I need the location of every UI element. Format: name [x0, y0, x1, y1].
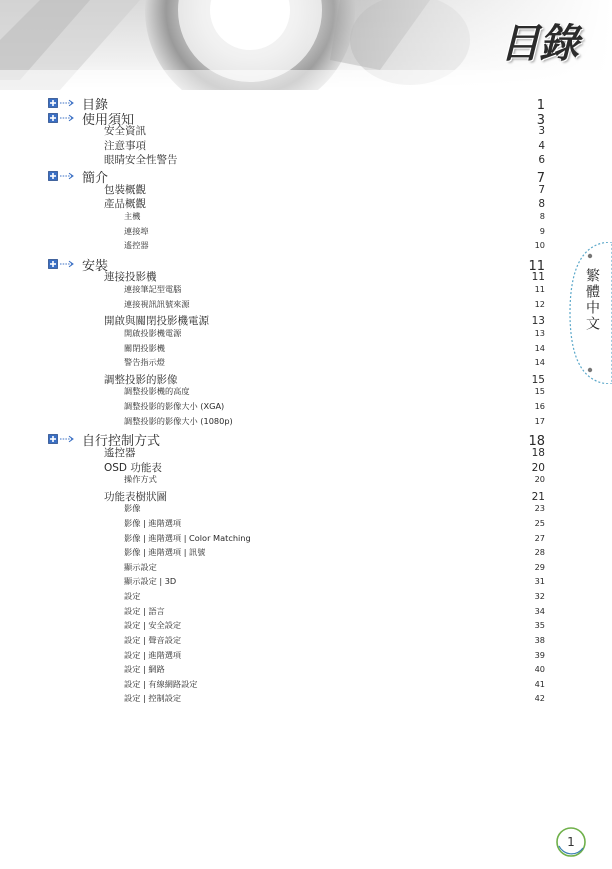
toc-entry-title: OSD 功能表 [104, 461, 162, 474]
toc-entry-title: 眼睛安全性警告 [104, 154, 178, 167]
toc-entry-page-number: 8 [539, 210, 545, 221]
toc-entry-title: 顯示設定 [124, 561, 157, 572]
toc-entry-title: 影像 [124, 503, 141, 514]
toc-entry-title: 設定 | 進階選項 [124, 649, 182, 660]
toc-entry-page-number: 14 [534, 342, 545, 353]
toc-entry-page-number: 18 [531, 446, 545, 459]
toc-entry-title: 影像 | 進階選項 [124, 517, 182, 528]
toc-entry-level-3[interactable] [0, 518, 545, 530]
expand-plus-arrow-icon [48, 97, 76, 107]
toc-entry-level-2[interactable] [0, 313, 545, 327]
tab-dot-icon [588, 368, 592, 372]
toc-entry-level-3[interactable] [0, 503, 545, 515]
toc-entry-title: 使用須知 [82, 112, 135, 128]
toc-entry-level-2[interactable] [0, 489, 545, 503]
expand-plus-arrow-icon [48, 433, 76, 443]
page-title: 目錄 [500, 22, 578, 66]
toc-entry-page-number: 29 [534, 561, 545, 572]
toc-entry-page-number: 20 [531, 461, 545, 474]
toc-entry-page-number: 8 [538, 198, 545, 211]
toc-entry-title: 調整投影的影像 [104, 373, 178, 386]
toc-entry-page-number: 39 [534, 649, 545, 660]
toc-entry-title: 設定 | 網路 [124, 664, 165, 675]
toc-entry-level-3[interactable] [0, 226, 545, 238]
toc-entry-page-number: 7 [536, 171, 545, 187]
toc-entry-level-3[interactable] [0, 679, 545, 691]
toc-entry-page-number: 3 [536, 112, 545, 128]
toc-entry-page-number: 11 [528, 258, 545, 274]
toc-entry-title: 顯示設定 | 3D [124, 576, 177, 587]
toc-entry-level-3[interactable] [0, 284, 545, 296]
toc-entry-level-3[interactable] [0, 299, 545, 311]
toc-entry-title: 產品概觀 [104, 198, 146, 211]
toc-entry-level-3[interactable] [0, 240, 545, 252]
toc-entry-page-number: 6 [538, 154, 545, 167]
toc-entry-page-number: 3 [538, 125, 545, 138]
toc-entry-page-number: 40 [534, 664, 545, 675]
language-label: 繁體中文 [584, 268, 600, 332]
toc-entry-level-3[interactable] [0, 606, 545, 618]
toc-entry-title: 調整投影的影像大小 (XGA) [124, 401, 225, 412]
toc-entry-page-number: 28 [534, 547, 545, 558]
toc-entry-page-number: 12 [534, 298, 545, 309]
toc-entry-page-number: 32 [534, 591, 545, 602]
toc-entry-page-number: 31 [534, 576, 545, 587]
toc-entry-title: 安裝 [82, 258, 109, 274]
toc-entry-title: 設定 [124, 591, 141, 602]
page-number: 1 [567, 835, 575, 849]
toc-entry-level-3[interactable] [0, 416, 545, 428]
toc-entry-title: 自行控制方式 [82, 434, 161, 450]
toc-entry-title: 目錄 [82, 98, 109, 113]
toc-entry-level-3[interactable] [0, 211, 545, 223]
toc-entry-level-3[interactable] [0, 693, 545, 705]
toc-entry-page-number: 15 [534, 386, 545, 397]
toc-entry-level-3[interactable] [0, 328, 545, 340]
toc-entry-title: 調整投影的影像大小 (1080p) [124, 415, 233, 426]
toc-entry-level-2[interactable] [0, 372, 545, 386]
toc-entry-title: 遙控器 [104, 446, 136, 459]
toc-entry-level-3[interactable] [0, 386, 545, 398]
toc-entry-level-3[interactable] [0, 562, 545, 574]
toc-entry-level-3[interactable] [0, 401, 545, 413]
toc-entry-page-number: 18 [528, 434, 545, 450]
toc-entry-page-number: 16 [534, 401, 545, 412]
toc-entry-level-3[interactable] [0, 664, 545, 676]
toc-entry-title: 連接埠 [124, 225, 149, 236]
toc-entry-page-number: 42 [534, 693, 545, 704]
toc-entry-title: 開啟投影機電源 [124, 327, 182, 338]
toc-entry-page-number: 21 [531, 490, 545, 503]
toc-entry-level-3[interactable] [0, 533, 545, 545]
toc-entry-page-number: 41 [534, 678, 545, 689]
toc-entry-page-number: 23 [534, 503, 545, 514]
toc-entry-page-number: 13 [531, 315, 545, 328]
toc-entry-title: 操作方式 [124, 474, 157, 485]
toc-entry-page-number: 13 [534, 327, 545, 338]
toc-entry-page-number: 20 [534, 474, 545, 485]
toc-entry-level-3[interactable] [0, 576, 545, 588]
toc-entry-page-number: 38 [534, 634, 545, 645]
toc-entry-level-3[interactable] [0, 547, 545, 559]
toc-entry-level-3[interactable] [0, 474, 545, 486]
toc-entry-title: 影像 | 進階選項 | Color Matching [124, 532, 251, 543]
toc-entry-title: 連接投影機 [104, 271, 157, 284]
toc-entry-title: 連接筆記型電腦 [124, 284, 182, 295]
toc-entry-page-number: 25 [534, 517, 545, 528]
toc-entry-level-2[interactable] [0, 138, 545, 152]
toc-entry-title: 安全資訊 [104, 125, 146, 138]
toc-entry-title: 連接視訊訊號來源 [124, 298, 190, 309]
toc-entry-level-3[interactable] [0, 343, 545, 355]
expand-plus-arrow-icon [48, 112, 76, 122]
page-number-badge [555, 826, 587, 858]
toc-entry-title: 設定 | 聲音設定 [124, 634, 182, 645]
toc-entry-level-3[interactable] [0, 357, 545, 369]
toc-entry-title: 開啟與關閉投影機電源 [104, 315, 209, 328]
toc-entry-title: 注意事項 [104, 139, 146, 152]
toc-entry-level-3[interactable] [0, 635, 545, 647]
toc-entry-page-number: 10 [534, 240, 545, 251]
toc-entry-page-number: 27 [534, 532, 545, 543]
expand-plus-arrow-icon [48, 170, 76, 180]
toc-entry-level-2[interactable] [0, 445, 545, 459]
tab-dot-icon [588, 254, 592, 258]
toc-entry-title: 設定 | 控制設定 [124, 693, 182, 704]
toc-entry-title: 功能表樹狀圖 [104, 490, 167, 503]
toc-entry-level-3[interactable] [0, 591, 545, 603]
toc-entry-title: 設定 | 語言 [124, 605, 165, 616]
toc-entry-level-3[interactable] [0, 620, 545, 632]
toc-entry-level-2[interactable] [0, 196, 545, 210]
toc-entry-level-2[interactable] [0, 182, 545, 196]
toc-entry-title: 主機 [124, 210, 141, 221]
toc-entry-level-2[interactable] [0, 152, 545, 166]
toc-entry-page-number: 34 [534, 605, 545, 616]
toc-entry-page-number: 11 [531, 271, 545, 284]
toc-entry-title: 影像 | 進階選項 | 訊號 [124, 547, 206, 558]
toc-entry-title: 包裝概觀 [104, 183, 146, 196]
toc-entry-page-number: 15 [531, 373, 545, 386]
toc-entry-title: 遙控器 [124, 240, 149, 251]
toc-entry-page-number: 4 [538, 139, 545, 152]
toc-entry-page-number: 9 [539, 225, 545, 236]
toc-entry-page-number: 14 [534, 357, 545, 368]
toc-entry-level-2[interactable] [0, 460, 545, 474]
toc-entry-page-number: 17 [534, 415, 545, 426]
toc-entry-title: 設定 | 有線網路設定 [124, 678, 198, 689]
toc-entry-title: 警告指示燈 [124, 357, 165, 368]
toc-entry-page-number: 11 [534, 284, 545, 295]
toc-entry-title: 簡介 [82, 171, 109, 187]
toc-entry-title: 設定 | 安全設定 [124, 620, 182, 631]
toc-entry-title: 關閉投影機 [124, 342, 165, 353]
toc-entry-title: 調整投影機的高度 [124, 386, 190, 397]
toc-entry-level-2[interactable] [0, 269, 545, 283]
expand-plus-arrow-icon [48, 258, 76, 268]
toc-entry-page-number: 35 [534, 620, 545, 631]
toc-entry-level-3[interactable] [0, 650, 545, 662]
toc-entry-page-number: 1 [536, 98, 545, 113]
toc-entry-level-2[interactable] [0, 123, 545, 137]
toc-entry-page-number: 7 [538, 183, 545, 196]
